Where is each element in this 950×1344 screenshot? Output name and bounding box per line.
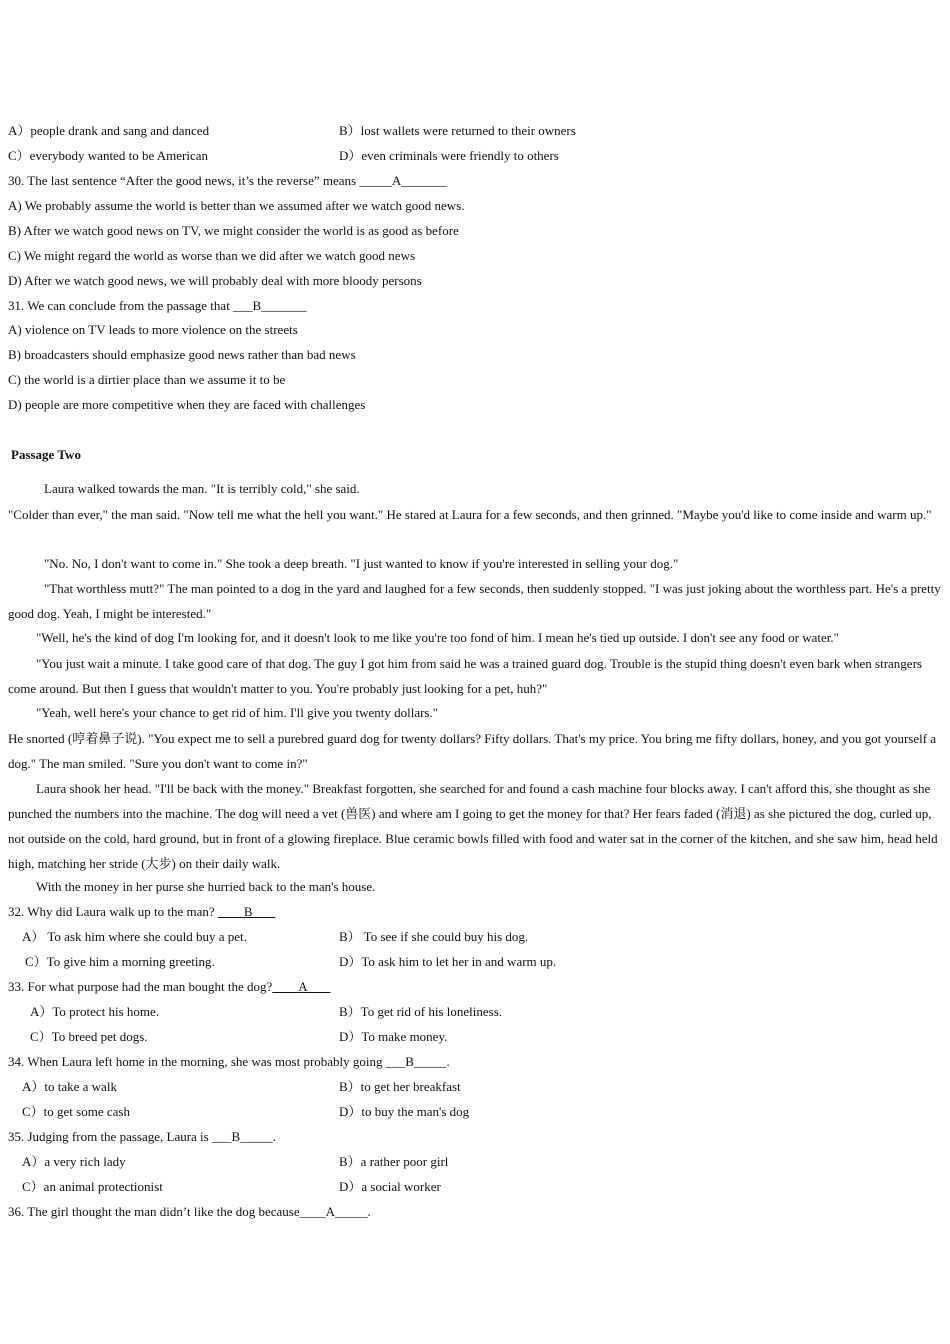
- q32-option-c: C）To give him a morning greeting.: [25, 954, 215, 969]
- q32-stem: [8, 904, 275, 920]
- q31-stem: 31. We can conclude from the passage that ___B_______: [8, 298, 307, 313]
- passage-paragraph-10: With the money in her purse she hurried back to the man's house.: [36, 879, 376, 894]
- q31-option-b: B) broadcasters should emphasize good news rather than bad news: [8, 347, 356, 362]
- passage-paragraph-5: "Well, he's the kind of dog I'm looking for, and it doesn't look to me like you're too fond of him. I mean he's tied up outside. I don't see any food or water.": [36, 630, 839, 645]
- q29-option-a: A）people drank and sang and danced: [8, 123, 210, 138]
- q30-option-c: C) We might regard the world as worse than we did after we watch good news: [8, 248, 416, 263]
- q35-option-a: A）a very rich lady: [22, 1154, 126, 1169]
- q32-option-b: B） To see if she could buy his dog.: [339, 929, 529, 944]
- q31-option-c: C) the world is a dirtier place than we assume it to be: [8, 372, 286, 387]
- q34-option-c: C）to get some cash: [22, 1104, 130, 1119]
- q32-stem-text: 32. Why did Laura walk up to the man?: [8, 904, 218, 919]
- passage-paragraph-9: Laura shook her head. "I'll be back with the money." Breakfast forgotten, she searched for and found a cash machine four blocks away. I can't afford this, she thought as she punched the numbers into the machine. The dog will need a vet (兽医) and where am I going to get the money for that? Her fears faded (消退) as she pictured the dog, curled up, not outside on the cold, hard ground, but in front of a glowing fireplace. Blue ceramic bowls filled with food and water sat in the corner of the kitchen, and she saw him, head held high, matching her stride (大步) on their daily walk.: [8, 781, 938, 871]
- q32-answer-blank: [218, 904, 275, 919]
- q33-answer-blank: [272, 979, 330, 994]
- q32-answer: B: [243, 904, 253, 919]
- passage-paragraph-7: "Yeah, well here's your chance to get rid of him. I'll give you twenty dollars.": [36, 705, 439, 720]
- q32-option-a: A） To ask him where she could buy a pet.: [22, 929, 247, 944]
- q33-answer: A: [298, 979, 308, 994]
- q33-stem-text: 33. For what purpose had the man bought the dog?: [8, 979, 273, 994]
- q33-stem: [8, 979, 330, 995]
- passage-paragraph-2: "Colder than ever," the man said. "Now tell me what the hell you want." He stared at Laura for a few seconds, and then grinned. "Maybe you'd like to come inside and warm up.": [8, 507, 932, 522]
- passage-paragraph-4: "That worthless mutt?" The man pointed to a dog in the yard and laughed for a few seconds, then suddenly stopped. "I was just joking about the worthless part. He's a pretty good dog. Yeah, I might be interested.": [8, 581, 941, 621]
- q33-option-c: C）To breed pet dogs.: [30, 1029, 148, 1044]
- q35-option-d: D）a social worker: [339, 1179, 441, 1194]
- q30-option-b: B) After we watch good news on TV, we might consider the world is as good as before: [8, 223, 459, 238]
- q31-option-a: A) violence on TV leads to more violence on the streets: [8, 322, 298, 337]
- q33-option-d: D）To make money.: [339, 1029, 448, 1044]
- q29-option-d: D）even criminals were friendly to others: [339, 148, 559, 163]
- q29-option-c: C）everybody wanted to be American: [8, 148, 208, 163]
- q35-option-b: B）a rather poor girl: [339, 1154, 449, 1169]
- passage-paragraph-1: Laura walked towards the man. "It is terribly cold," she said.: [44, 481, 360, 496]
- passage-heading: Passage Two: [11, 447, 81, 462]
- passage-paragraph-6: "You just wait a minute. I take good care of that dog. The guy I got him from said he was a trained guard dog. Trouble is the stupid thing doesn't even bark when strangers come around. But then I guess that wouldn't matter to you. You're probably just looking for a pet, huh?": [8, 656, 922, 696]
- q32-option-d: D）To ask him to let her in and warm up.: [339, 954, 557, 969]
- q35-stem: 35. Judging from the passage, Laura is ___B_____.: [8, 1129, 276, 1144]
- q34-stem: 34. When Laura left home in the morning, she was most probably going ___B_____.: [8, 1054, 450, 1069]
- q33-option-a: A）To protect his home.: [30, 1004, 160, 1019]
- q30-option-a: A) We probably assume the world is better than we assumed after we watch good news.: [8, 198, 465, 213]
- q34-option-b: B）to get her breakfast: [339, 1079, 461, 1094]
- q35-option-c: C）an animal protectionist: [22, 1179, 163, 1194]
- q29-option-b: B）lost wallets were returned to their owners: [339, 123, 576, 138]
- q30-stem: 30. The last sentence “After the good news, it’s the reverse” means _____A_______: [8, 173, 447, 188]
- q31-option-d: D) people are more competitive when they are faced with challenges: [8, 397, 366, 412]
- q30-option-d: D) After we watch good news, we will probably deal with more bloody persons: [8, 273, 422, 288]
- q33-option-b: B）To get rid of his loneliness.: [339, 1004, 503, 1019]
- passage-paragraph-8: He snorted (哼着鼻子说). "You expect me to sell a purebred guard dog for twenty dollars? Fifty dollars. That's my price. You bring me fifty dollars, honey, and you got yourself a dog." The man smiled. "Sure you don't want to come in?": [8, 731, 937, 771]
- q36-stem: 36. The girl thought the man didn’t like the dog because____A_____.: [8, 1204, 371, 1219]
- q34-option-d: D）to buy the man's dog: [339, 1104, 470, 1119]
- q34-option-a: A）to take a walk: [22, 1079, 117, 1094]
- passage-paragraph-3: "No. No, I don't want to come in." She took a deep breath. "I just wanted to know if you're interested in selling your dog.": [44, 556, 679, 571]
